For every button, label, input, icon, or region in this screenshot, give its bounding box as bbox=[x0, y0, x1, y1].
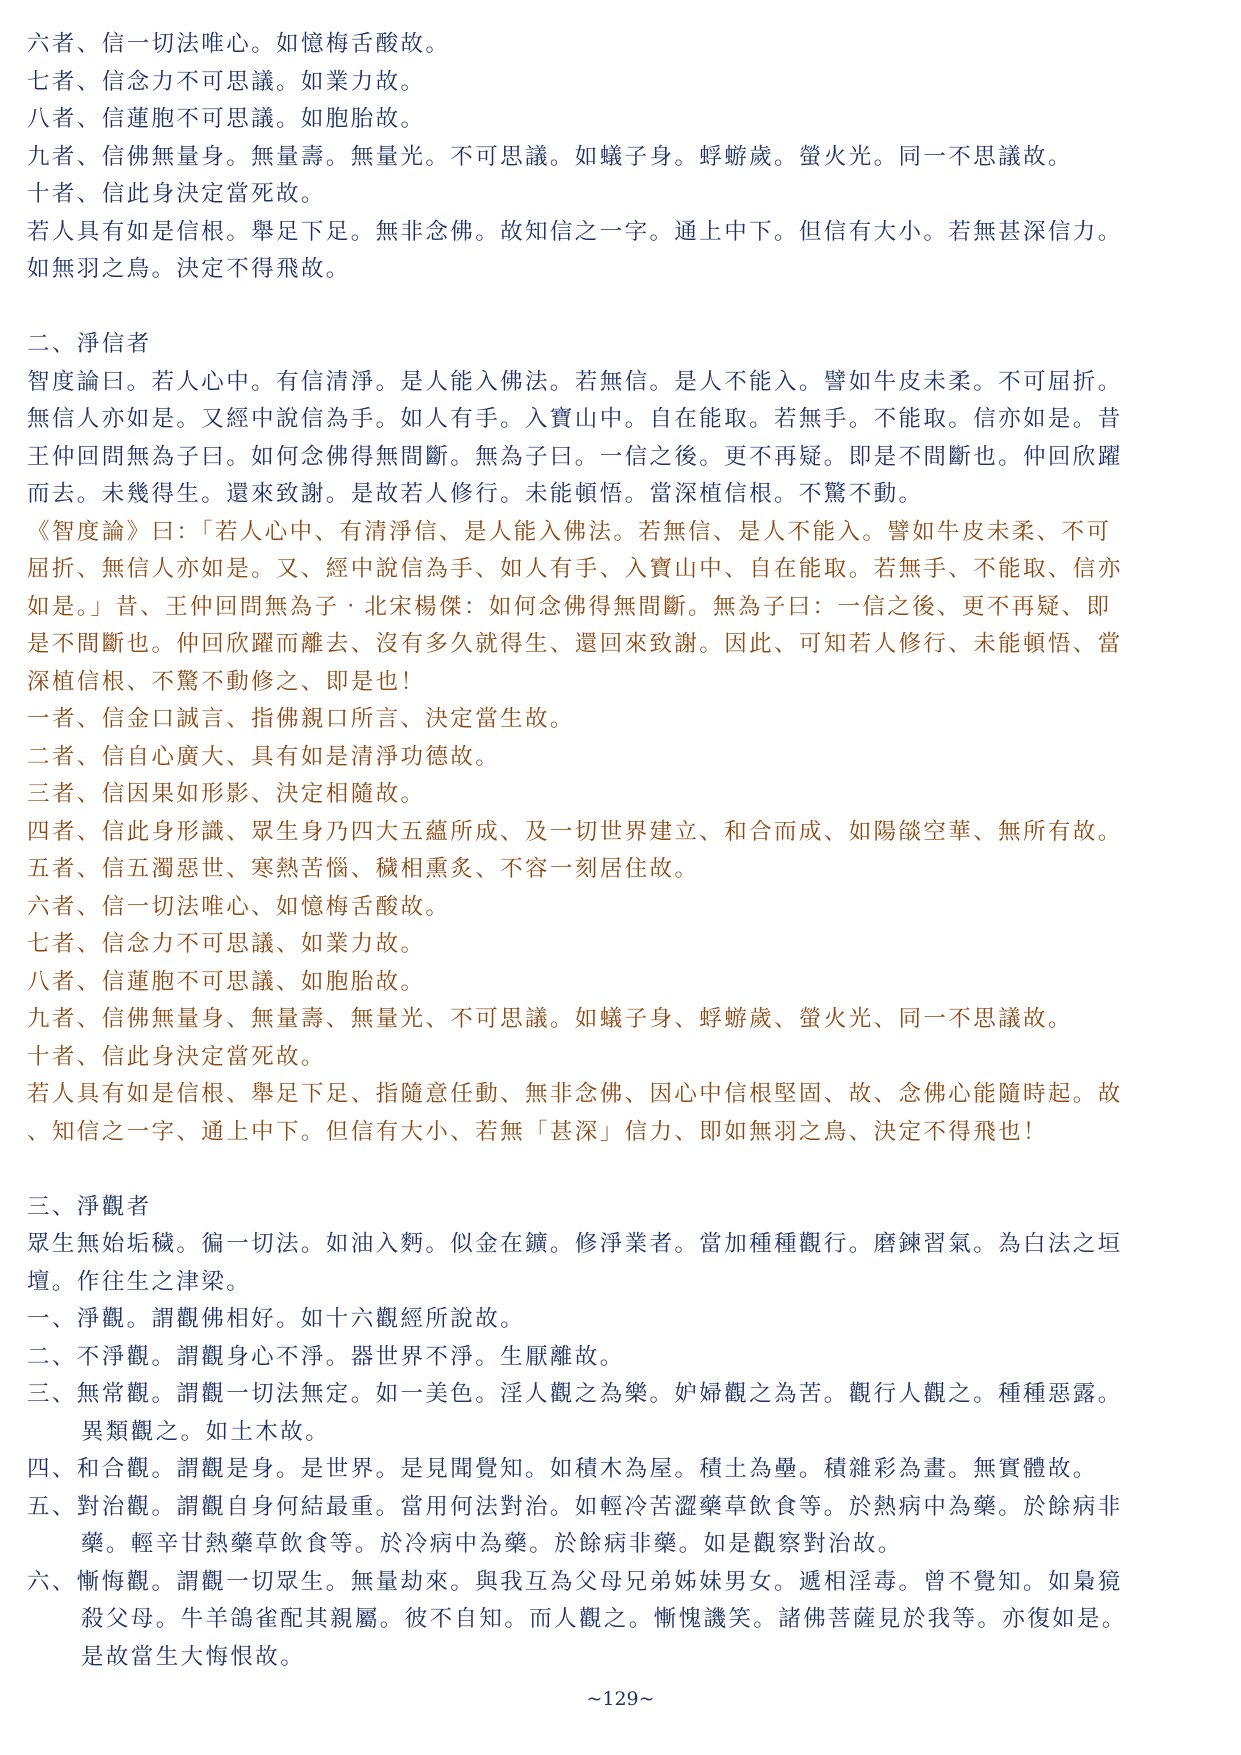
text-line: 七者、信念力不可思議。如業力故。 bbox=[27, 68, 426, 95]
text-line: 三者、信因果如形影、決定相隨故。 bbox=[27, 781, 426, 807]
text-line: 壇。作往生之津梁。 bbox=[27, 1268, 252, 1295]
text-line: 三、無常觀。謂觀一切法無定。如一美色。淫人觀之為樂。妒婦觀之為苦。觀行人觀之。種種惡露。 bbox=[27, 1381, 1123, 1407]
text-line: 九者、信佛無量身、無量壽、無量光、不可思議。如蟻子身、蜉蝣歲、螢火光、同一不思議故。 bbox=[27, 1006, 1073, 1032]
text-line: 《智度論》曰：「若人心中、有清淨信、是人能入佛法。若無信、是人不能入。譬如牛皮未柔、不可 bbox=[27, 518, 1112, 545]
text-line: 一、淨觀。謂觀佛相好。如十六觀經所說故。 bbox=[27, 1306, 526, 1332]
text-line: 藥。輕辛甘熱藥草飲食等。於冷病中為藥。於餘病非藥。如是觀察對治故。 bbox=[81, 1531, 903, 1557]
text-line: 屈折、無信人亦如是。又、經中說信為手、如人有手、入寶山中、自在能取。若無手、不能取、信亦 bbox=[27, 556, 1123, 582]
paragraph-spacer bbox=[27, 289, 1222, 327]
text-line: 二者、信自心廣大、具有如是清淨功德故。 bbox=[27, 743, 501, 770]
document-body bbox=[27, 26, 1222, 1676]
text-line: 智度論曰。若人心中。有信清淨。是人能入佛法。若無信。是人不能入。譬如牛皮未柔。不可屈折。 bbox=[27, 368, 1123, 395]
text-line: 四、和合觀。謂觀是身。是世界。是見聞覺知。如積木為屋。積土為壘。積雜彩為畫。無實體故。 bbox=[27, 1456, 1098, 1482]
text-line: 王仲回問無為子曰。如何念佛得無間斷。無為子曰。一信之後。更不再疑。即是不間斷也。仲回欣躍 bbox=[27, 443, 1123, 470]
text-line: 三、淨觀者 bbox=[27, 1193, 152, 1220]
text-line: 九者、信佛無量身。無量壽。無量光。不可思議。如蟻子身。蜉蝣歲。螢火光。同一不思議故。 bbox=[27, 143, 1073, 170]
page-number: ~129~ bbox=[586, 1688, 655, 1710]
text-line: 五、對治觀。謂觀自身何結最重。當用何法對治。如輕冷苦澀藥草飲食等。於熱病中為藥。於餘病非 bbox=[27, 1493, 1123, 1520]
text-line: 異類觀之。如土木故。 bbox=[81, 1418, 331, 1445]
text-line: 一者、信金口誠言、指佛親口所言、決定當生故。 bbox=[27, 706, 575, 732]
text-line: 十者、信此身決定當死故。 bbox=[27, 1043, 326, 1070]
text-line: 而去。未幾得生。還來致謝。是故若人修行。未能頓悟。當深植信根。不驚不動。 bbox=[27, 481, 924, 507]
text-line: 七者、信念力不可思議、如業力故。 bbox=[27, 931, 426, 957]
text-line: 眾生無始垢穢。徧一切法。如油入麪。似金在鑛。修淨業者。當加種種觀行。磨鍊習氣。為白法之垣 bbox=[27, 1231, 1123, 1257]
text-line: 六者、信一切法唯心、如憶梅舌酸故。 bbox=[27, 893, 451, 920]
text-line: 若人具有如是信根、舉足下足、指隨意任動、無非念佛、因心中信根堅固、故、念佛心能隨時起。故 bbox=[27, 1081, 1123, 1107]
text-line: 四者、信此身形識、眾生身乃四大五蘊所成、及一切世界建立、和合而成、如陽燄空華、無所有故。 bbox=[27, 818, 1123, 845]
text-line: 殺父母。牛羊鴿雀配其親屬。彼不自知。而人觀之。慚愧譏笑。諸佛菩薩見於我等。亦復如是。 bbox=[81, 1606, 1127, 1632]
text-line: 如無羽之鳥。決定不得飛故。 bbox=[27, 256, 351, 282]
text-line: 十者、信此身決定當死故。 bbox=[27, 181, 326, 207]
text-line: 二、淨信者 bbox=[27, 331, 152, 357]
text-line: 六、慚悔觀。謂觀一切眾生。無量劫來。與我互為父母兄弟姊妹男女。遞相淫毒。曾不覺知。如梟獍 bbox=[27, 1568, 1123, 1595]
text-line: 五者、信五濁惡世、寒熱苦惱、穢相熏炙、不容一刻居住故。 bbox=[27, 856, 700, 882]
text-line: 八者、信蓮胞不可思議、如胞胎故。 bbox=[27, 968, 426, 995]
paragraph-spacer bbox=[27, 1151, 1222, 1189]
text-line: 是不間斷也。仲回欣躍而離去、沒有多久就得生、還回來致謝。因此、可知若人修行、未能頓悟、當 bbox=[27, 631, 1123, 657]
text-line: 六者、信一切法唯心。如憶梅舌酸故。 bbox=[27, 31, 451, 57]
text-line: 若人具有如是信根。舉足下足。無非念佛。故知信之一字。通上中下。但信有大小。若無甚深信力。 bbox=[27, 218, 1123, 245]
text-line: 無信人亦如是。又經中說信為手。如人有手。入寶山中。自在能取。若無手。不能取。信亦如是。昔 bbox=[27, 406, 1123, 432]
text-line: 八者、信蓮胞不可思議。如胞胎故。 bbox=[27, 106, 426, 132]
text-line: 、知信之一字、通上中下。但信有大小、若無「甚深」信力、即如無羽之鳥、決定不得飛也！ bbox=[27, 1118, 1048, 1145]
text-line: 是故當生大悔恨故。 bbox=[81, 1643, 306, 1670]
text-line: 二、不淨觀。謂觀身心不淨。器世界不淨。生厭離故。 bbox=[27, 1343, 625, 1370]
text-line: 深植信根、不驚不動修之、即是也！ bbox=[27, 668, 426, 695]
text-line: 如是。」昔、王仲回問無為子‧北宋楊傑：如何念佛得無間斷。無為子曰：一信之後、更不再疑、即 bbox=[27, 593, 1112, 620]
